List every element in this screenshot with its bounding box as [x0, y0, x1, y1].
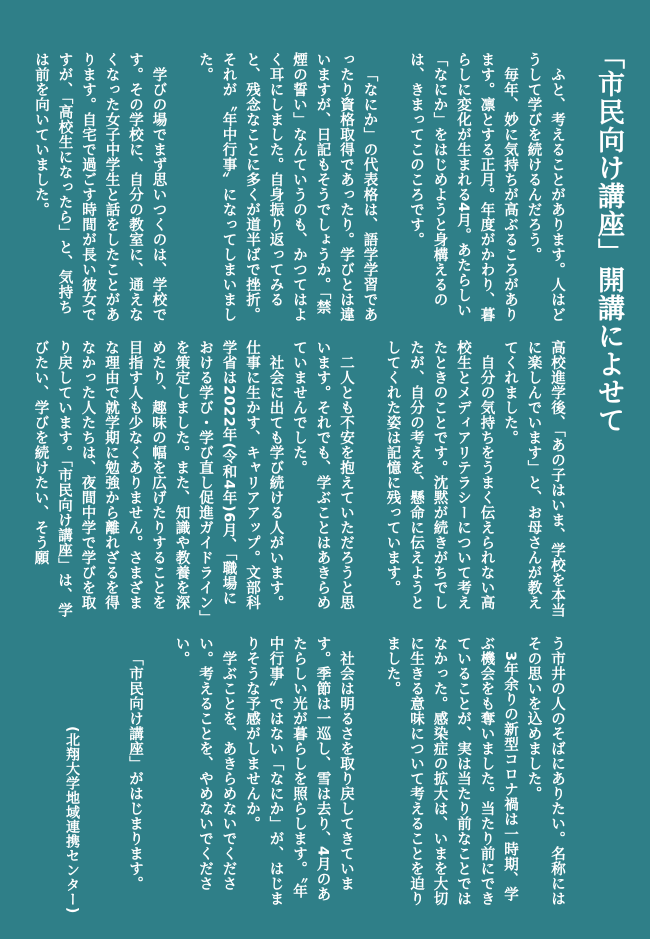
paragraph: 3年余りの新型コロナ禍は一時期、学ぶ機会をも奪いました。当たり前にできていることが、実は当たり前なことではなかった。感染症の拡大は、いまを大切に生きる意味について考えることを迫りました。: [384, 636, 518, 906]
paragraph: 社会は明るさを取り戻してきています。季節は一巡し、雪は去り、4月のあたらしい光が暮らしを照らします。〝年中行事〟ではない「なにか」が、はじまりそうな予感がしませんか。: [244, 636, 354, 906]
paragraph: う市井の人のそばにありたい。名称にはその思いを込めました。: [525, 636, 565, 906]
paragraph: 「なにか」の代表格は、語学学習であったり資格取得であったり。学びとは違いますが、日記もそうでしょうか。「禁煙の誓い」なんていうのも、かつてはよく耳にしました。自身振り返ってみると、残念なことに多くが道半ばで挫折。それが〝年中行事〟になってしまいました。: [197, 52, 378, 322]
paragraph: ふと、考えることがあります。人はどうして学びを続けるんだろう。: [525, 52, 565, 322]
middle-text-block: [32, 340, 568, 620]
paragraph: 二人とも不安を抱えていただろうと思います。それでも、学ぶことはあきらめていませんでした。: [291, 340, 354, 610]
paragraph: 自分の気持ちをうまく伝えられない高校生とメディアリテラシーについて考えたときのことです。沈黙が続きがちでしたが、自分の考えを、懸命に伝えようとしてくれた姿は記憶に残っています。: [384, 340, 495, 610]
upper-text-block: [33, 52, 568, 327]
paragraph: 高校進学後、「あの子はいま、学校を本当に楽しんでいます」と、お母さんが教えてくれました。: [502, 340, 565, 618]
page-title: 「市民向け講座」開講によせて: [593, 42, 624, 434]
paragraph: 毎年、妙に気持ちが高ぶるころがあります。凛とする正月。年度がかわり、暮らしに変化が生まれる4月。あたらしい「なにか」をはじめようと身構えるのは、きまってこのころです。: [408, 52, 518, 322]
lower-text-block: [58, 636, 568, 906]
paragraph: 社会に出ても学び続ける人がいます。仕事に生かす、キャリアアップ。文部科学省は2022年(令和4年)6月、「職場における学び・学び直し促進ガイドライン」を策定しました。また、知識や教養を深めたり、趣味の幅を広げたりすることを目指す人も少なくありません。さまざまな理由で就学期に勉強から離れざるを得なかった人たちは、夜間中学で学びを取り戻しています。「市民向け講座」は、学びたい、学びを続けたい、そう願: [32, 340, 284, 618]
paragraph: 学ぶことを、あきらめないでください。考えることを、やめないでください。: [173, 636, 237, 891]
signature: (北翔大学地域連携センター): [64, 726, 80, 914]
paragraph: 「市民向け講座」がはじまります。: [127, 650, 143, 891]
paragraph: 学びの場でまず思いつくのは、学校です。その学校に、自分の教室に、通えなくなった女子中学生と話をしたことがあります。自宅で過ごす時間が長い彼女ですが、「高校生になったら」と、気持ちは前を向いていました。: [33, 52, 167, 322]
